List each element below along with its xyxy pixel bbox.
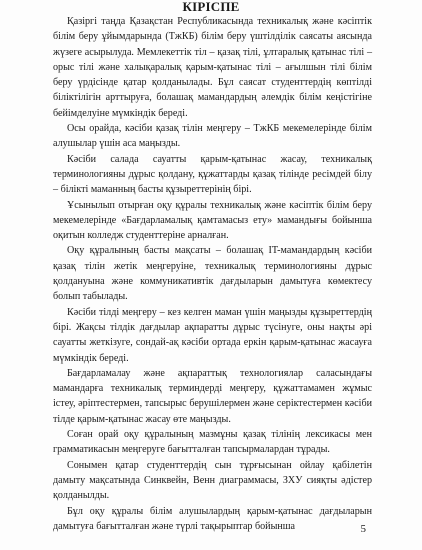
page-title: КІРІСПЕ	[182, 0, 240, 14]
paragraph-5: Оқу құралының басты мақсаты – болашақ IT-мамандардың кәсіби қазақ тілін жетік меңгеруіне, техникалық терминологияны дұрыс қолдануына және коммуникативтік дағдыларын дамытуға көмектесу болып табылады.	[53, 245, 372, 303]
body-text	[53, 14, 372, 534]
paragraph-2: Осы орайда, кәсіби қазақ тілін меңгеру – ТжКБ мекемелерінде білім алушылар үшін аса маңызды.	[53, 123, 372, 150]
paragraph-6: Кәсіби тілді меңгеру – кез келген маман үшін маңызды құзыреттердің бірі. Жақсы тілдік дағдылар ақпаратты дұрыс түсінуге, оны нақты әрі сауатты жеткізуге, сондай-ақ кәсіби ортада еркін қарым-қатынас жасауға мүмкіндік береді.	[53, 306, 372, 364]
paragraph-10: Бұл оқу құралы білім алушылардың қарым-қатынас дағдыларын дамытуға бағытталған және түрлі тақырыптар бойынша	[53, 505, 372, 532]
paragraph-9: Сонымен қатар студенттердің сын тұрғысынан ойлау қабілетін дамыту мақсатында Синквейн, Венн диаграммасы, ЗХУ сияқты әдістер қолданылды.	[53, 459, 372, 502]
paragraph-8: Соған орай оқу құралының мазмұны қазақ тілінің лексикасы мен грамматикасын меңгеруге бағытталған тапсырмалардан тұрады.	[53, 429, 372, 456]
paragraph-4: Ұсынылып отырған оқу құралы техникалық және кәсіптік білім беру мекемелерінде «Бағдарламалық қамтамасыз ету» мамандығы бойынша оқитын колледж студенттеріне арналған.	[53, 199, 372, 242]
paragraph-1: Қазіргі таңда Қазақстан Республикасында техникалық және кәсіптік білім беру ұйымдарында (ТжКБ) білім беру үштілділік саясаты аясында жүзеге асырылуда. Мемлекеттік тіл – қазақ тілі, ұлтаралық қатынас тілі – орыс тілі және халықаралық қарым-қатынас тілі – ағылшын тілі білім беру үрдісінде қатар қолданылады. Бұл саясат студенттердің көптілді біліктілігін арттыруға, болашақ мамандардың әлемдік білім кеңістігіне бейімделуіне мүмкіндік береді.	[53, 16, 372, 119]
paragraph-7: Бағдарламалау және ақпараттық технологиялар саласындағы мамандарға техникалық терминдерді меңгеру, құжаттамамен жұмыс істеу, әріптестермен, тапсырыс берушілермен және серіктестермен кәсіби тілде қарым-қатынас жасау өте маңызды.	[53, 367, 372, 425]
paragraph-3: Кәсіби салада сауатты қарым-қатынас жасау, техникалық терминологияны дұрыс қолдану, құжаттарды қазақ тілінде ресімдей білу – білікті маманның басты құзыреттерінің бірі.	[53, 153, 372, 196]
page-number: 5	[360, 523, 366, 535]
